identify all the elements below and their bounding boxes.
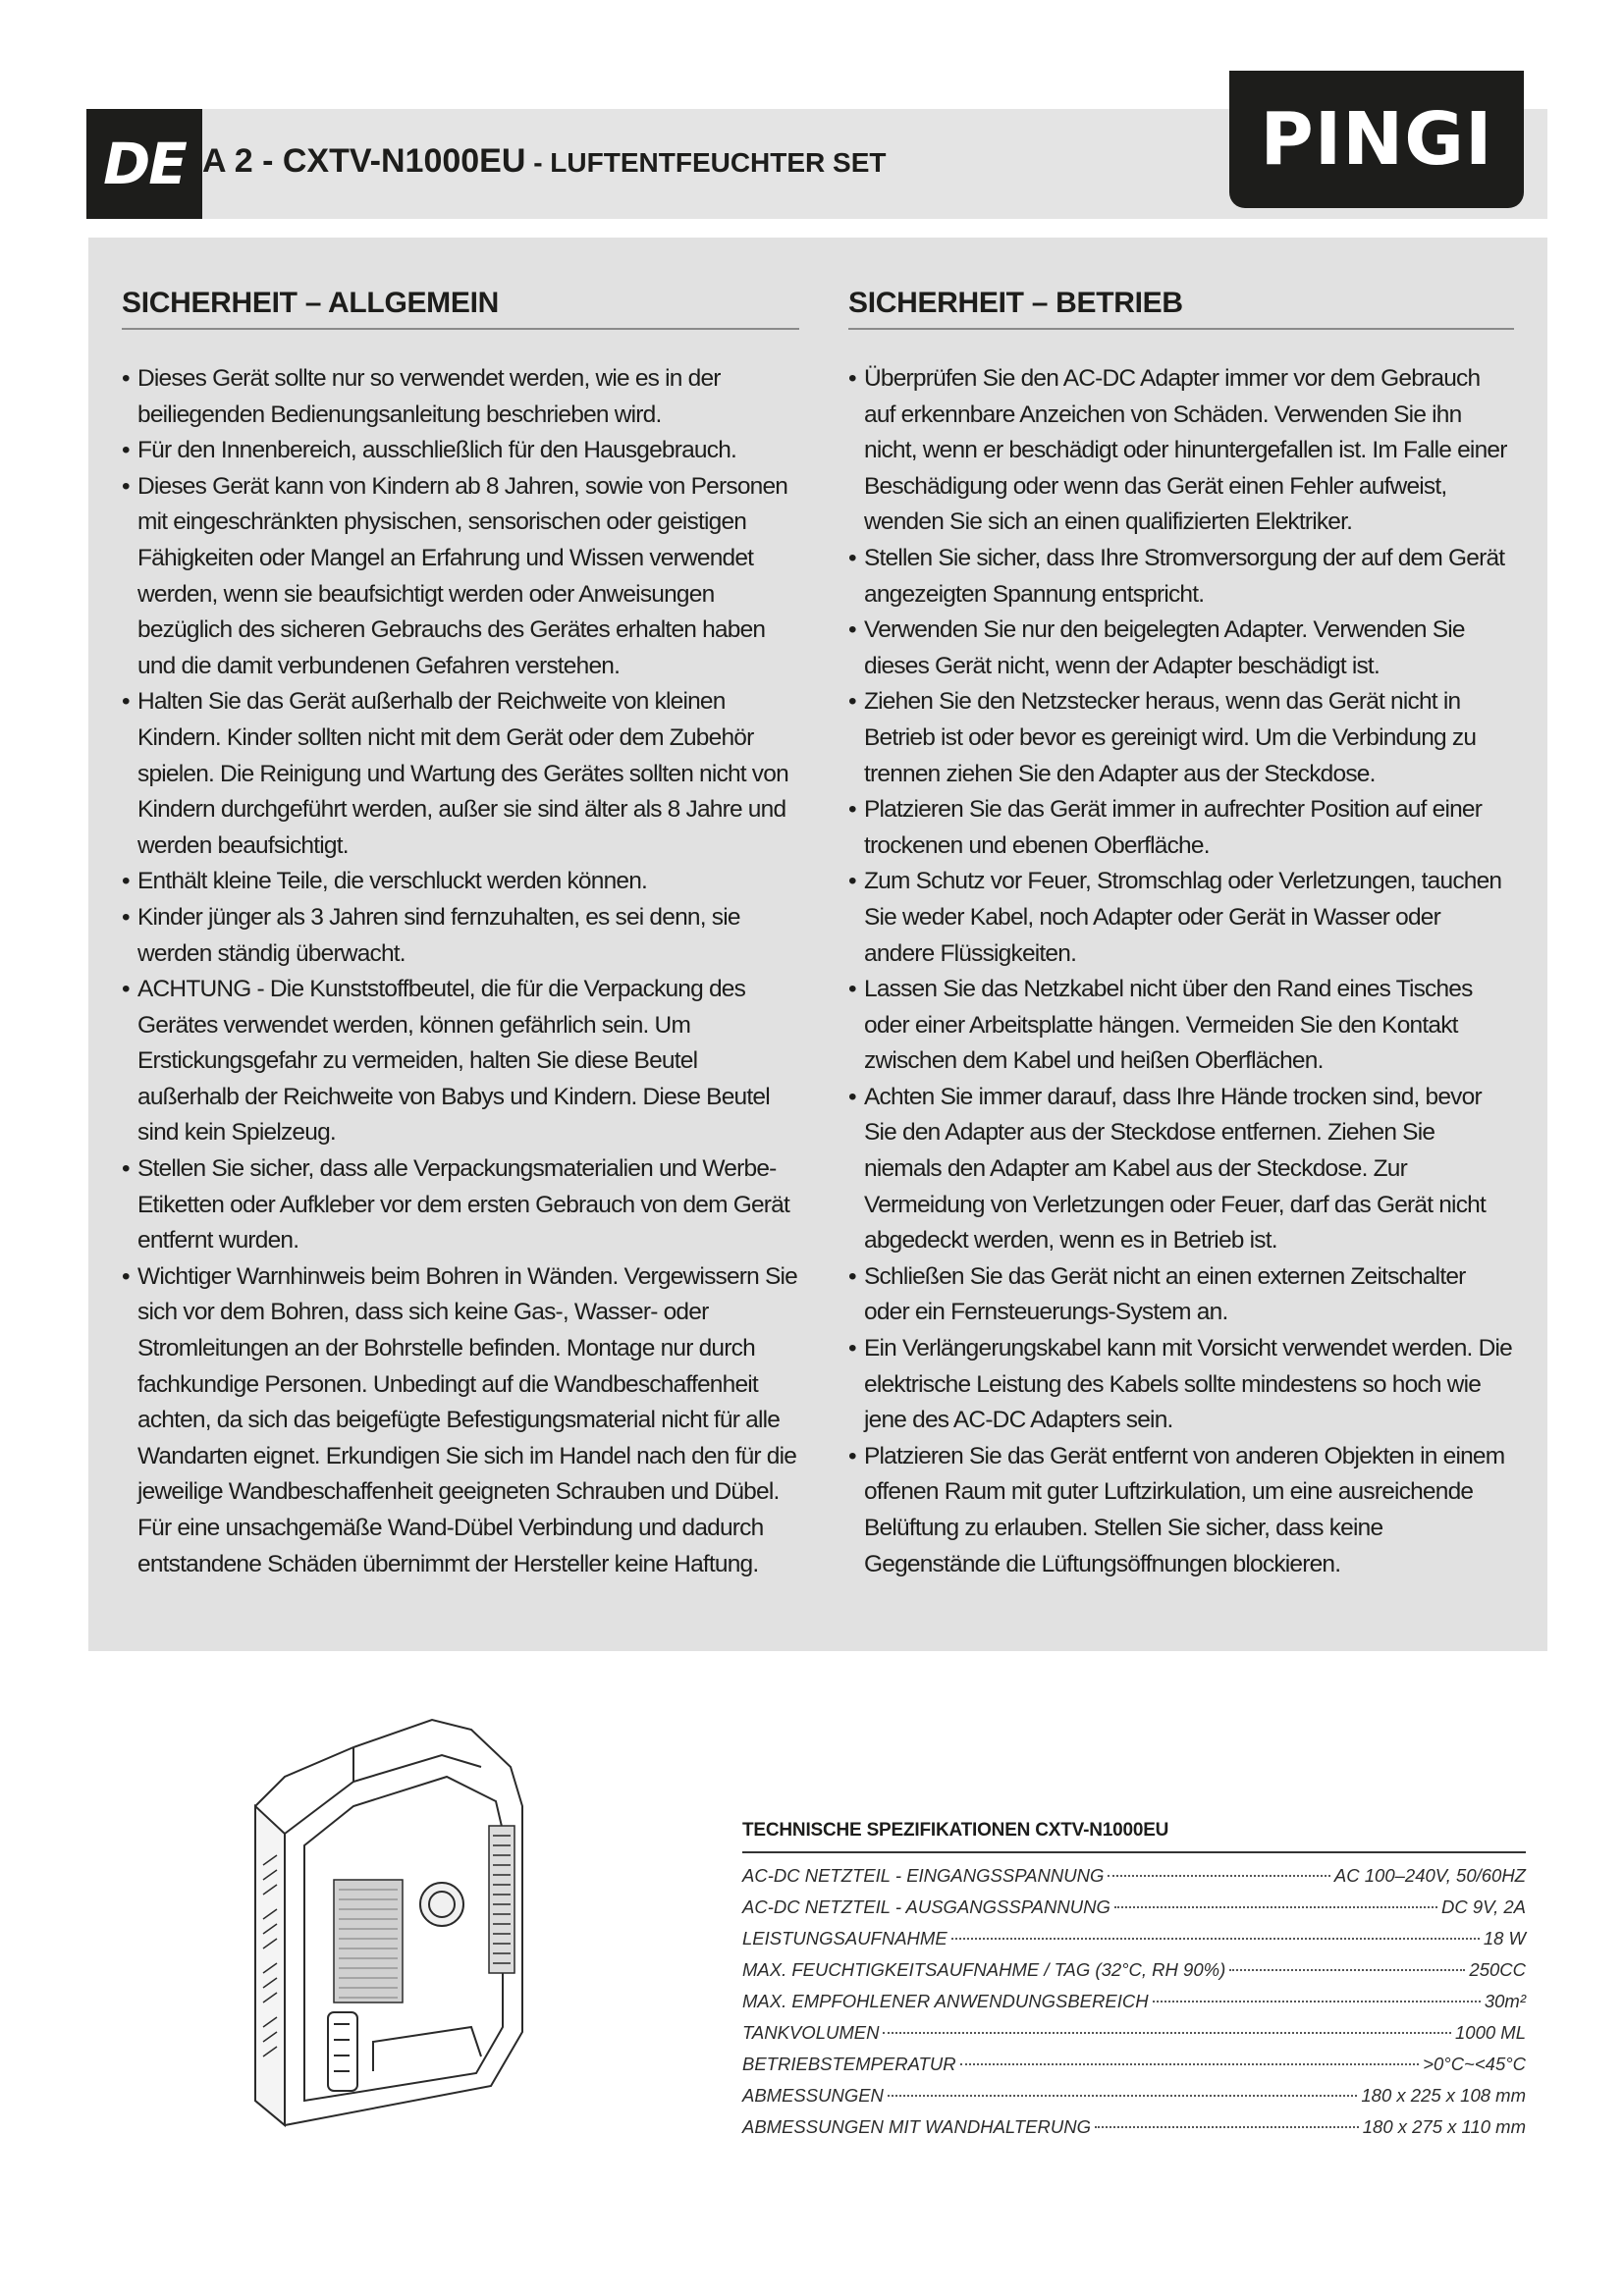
spec-value: 18 W (1483, 1928, 1526, 1949)
specs-title: TECHNISCHE SPEZIFIKATIONEN CXTV-N1000EU (742, 1820, 1526, 1853)
list-item: • Dieses Gerät sollte nur so verwendet werden, wie es in der beiliegenden Bedienungsanleitung beschrieben wird. (122, 361, 799, 433)
spec-label: LEISTUNGSAUFNAHME (742, 1928, 947, 1949)
leader-dots (951, 1938, 1480, 1940)
spec-label: BETRIEBSTEMPERATUR (742, 2054, 956, 2074)
safety-operation-heading: SICHERHEIT – BETRIEB (848, 287, 1514, 330)
list-item: • Enthält kleine Teile, die verschluckt werden können. (122, 864, 799, 900)
list-item: • Überprüfen Sie den AC-DC Adapter immer vor dem Gebrauch auf erkennbare Anzeichen von Schäden. Verwenden Sie ihn nicht, wenn er beschädigt oder hinuntergefallen ist. Im Falle einer Beschädigung oder wenn das Gerät einen Fehler aufweist, wenden Sie sich an einen qualifizierten Elektriker. (848, 361, 1514, 541)
spec-value: 30m² (1484, 1991, 1526, 2011)
specs-list (742, 1865, 1526, 2148)
spec-label: AC-DC NETZTEIL - AUSGANGSSPANNUNG (742, 1896, 1110, 1917)
spec-label: TANKVOLUMEN (742, 2022, 880, 2043)
list-item: • ACHTUNG - Die Kunststoffbeutel, die für die Verpackung des Gerätes verwendet werden, können gefährlich sein. Um Erstickungsgefahr zu vermeiden, halten Sie diese Beutel außerhalb der Reichweite von Babys und Kindern. Diese Beutel sind kein Spielzeug. (122, 972, 799, 1151)
document-title (202, 142, 887, 193)
spec-row (742, 1991, 1526, 2022)
leader-dots (960, 2063, 1420, 2065)
product-subtitle: - LUFTENTFEUCHTER SET (525, 147, 887, 178)
list-item: • Stellen Sie sicher, dass alle Verpackungsmaterialien und Werbe-Etiketten oder Aufkleber vor dem ersten Gebrauch von dem Gerät entfernt wurden. (122, 1151, 799, 1259)
brand-logo: PINGI (1229, 71, 1524, 208)
model-line: A 2 - CXTV-N1000EU (202, 142, 526, 180)
leader-dots (1229, 1969, 1465, 1971)
spec-label: MAX. EMPFOHLENER ANWENDUNGSBEREICH (742, 1991, 1149, 2011)
list-item: • Zum Schutz vor Feuer, Stromschlag oder Verletzungen, tauchen Sie weder Kabel, noch Adapter oder Gerät in Wasser oder andere Flüssigkeiten. (848, 864, 1514, 972)
spec-value: 180 x 275 x 110 mm (1362, 2116, 1526, 2137)
leader-dots (1108, 1875, 1330, 1877)
spec-value: 1000 ML (1455, 2022, 1526, 2043)
leader-dots (1153, 2001, 1481, 2002)
safety-general-list (122, 361, 799, 1582)
spec-row (742, 1896, 1526, 1928)
list-item: • Lassen Sie das Netzkabel nicht über den Rand eines Tisches oder einer Arbeitsplatte hängen. Vermeiden Sie den Kontakt zwischen dem Kabel und heißen Oberflächen. (848, 972, 1514, 1080)
list-item: • Für den Innenbereich, ausschließlich für den Hausgebrauch. (122, 433, 799, 469)
list-item: • Halten Sie das Gerät außerhalb der Reichweite von kleinen Kindern. Kinder sollten nicht mit dem Gerät oder dem Zubehör spielen. Die Reinigung und Wartung des Gerätes sollten nicht von Kindern durchgeführt werden, außer sie sind älter als 8 Jahre und werden beaufsichtigt. (122, 684, 799, 864)
list-item: • Dieses Gerät kann von Kindern ab 8 Jahren, sowie von Personen mit eingeschränkten physischen, sensorischen oder geistigen Fähigkeiten oder Mangel an Erfahrung und Wissen verwendet werden, wenn sie beaufsichtigt werden oder Anweisungen bezüglich des sicheren Gebrauchs des Gerätes erhalten haben und die damit verbundenen Gefahren verstehen. (122, 469, 799, 685)
list-item: • Schließen Sie das Gerät nicht an einen externen Zeitschalter oder ein Fernsteuerungs-System an. (848, 1259, 1514, 1331)
spec-value: AC 100–240V, 50/60HZ (1333, 1865, 1526, 1886)
spec-label: ABMESSUNGEN MIT WANDHALTERUNG (742, 2116, 1091, 2137)
spec-row (742, 1959, 1526, 1991)
spec-label: ABMESSUNGEN (742, 2085, 884, 2106)
list-item: • Platzieren Sie das Gerät immer in aufrechter Position auf einer trockenen und ebenen Oberfläche. (848, 792, 1514, 864)
leader-dots (883, 2032, 1451, 2034)
list-item: • Wichtiger Warnhinweis beim Bohren in Wänden. Vergewissern Sie sich vor dem Bohren, dass sich keine Gas-, Wasser- oder Stromleitungen an der Bohrstelle befinden. Montage nur durch fachkundige Personen. Unbedingt auf die Wandbeschaffenheit achten, da sich das beigefügte Befestigungsmaterial nicht für alle Wandarten eignet. Erkundigen Sie sich im Handel nach den für die jeweilige Wandbeschaffenheit geeigneten Schrauben und Dübel. Für eine unsachgemäße Wand-Dübel Verbindung und dadurch entstandene Schäden übernimmt der Hersteller keine Haftung. (122, 1259, 799, 1582)
spec-row (742, 2022, 1526, 2054)
list-item: • Verwenden Sie nur den beigelegten Adapter. Verwenden Sie dieses Gerät nicht, wenn der Adapter beschädigt ist. (848, 613, 1514, 684)
spec-row (742, 2054, 1526, 2085)
safety-general-section (122, 287, 799, 1582)
list-item: • Stellen Sie sicher, dass Ihre Stromversorgung der auf dem Gerät angezeigten Spannung entspricht. (848, 541, 1514, 613)
safety-operation-section (848, 287, 1514, 1582)
spec-row (742, 1865, 1526, 1896)
language-badge: DE (86, 109, 202, 219)
list-item: • Platzieren Sie das Gerät entfernt von anderen Objekten in einem offenen Raum mit guter Luftzirkulation, um eine ausreichende Belüftung zu erlauben. Stellen Sie sicher, dass keine Gegenstände die Lüftungsöffnungen blockieren. (848, 1439, 1514, 1582)
safety-operation-list (848, 361, 1514, 1582)
spec-row (742, 1928, 1526, 1959)
safety-general-heading: SICHERHEIT – ALLGEMEIN (122, 287, 799, 330)
leader-dots (1114, 1906, 1437, 1908)
list-item: • Kinder jünger als 3 Jahren sind fernzuhalten, es sei denn, sie werden ständig überwacht. (122, 900, 799, 972)
spec-row (742, 2085, 1526, 2116)
leader-dots (1095, 2126, 1359, 2128)
list-item: • Ziehen Sie den Netzstecker heraus, wenn das Gerät nicht in Betrieb ist oder bevor es gereinigt wird. Um die Verbindung zu trennen ziehen Sie den Adapter aus der Steckdose. (848, 684, 1514, 792)
spec-row (742, 2116, 1526, 2148)
technical-specifications (742, 1820, 1526, 2148)
leader-dots (888, 2095, 1357, 2097)
spec-value: 250CC (1469, 1959, 1526, 1980)
spec-value: DC 9V, 2A (1440, 1896, 1526, 1917)
spec-value: 180 x 225 x 108 mm (1361, 2085, 1526, 2106)
dehumidifier-illustration (245, 1708, 540, 2140)
list-item: • Achten Sie immer darauf, dass Ihre Hände trocken sind, bevor Sie den Adapter aus der Steckdose entfernen. Ziehen Sie niemals den Adapter am Kabel aus der Steckdose. Zur Vermeidung von Verletzungen oder Feuer, darf das Gerät nicht abgedeckt werden, wenn es in Betrieb ist. (848, 1080, 1514, 1259)
spec-label: AC-DC NETZTEIL - EINGANGSSPANNUNG (742, 1865, 1105, 1886)
spec-label: MAX. FEUCHTIGKEITSAUFNAHME / TAG (32°C, RH 90%) (742, 1959, 1226, 1980)
spec-value: >0°C~<45°C (1423, 2054, 1526, 2074)
list-item: • Ein Verlängerungskabel kann mit Vorsicht verwendet werden. Die elektrische Leistung des Kabels sollte mindestens so hoch wie jene des AC-DC Adapters sein. (848, 1331, 1514, 1439)
